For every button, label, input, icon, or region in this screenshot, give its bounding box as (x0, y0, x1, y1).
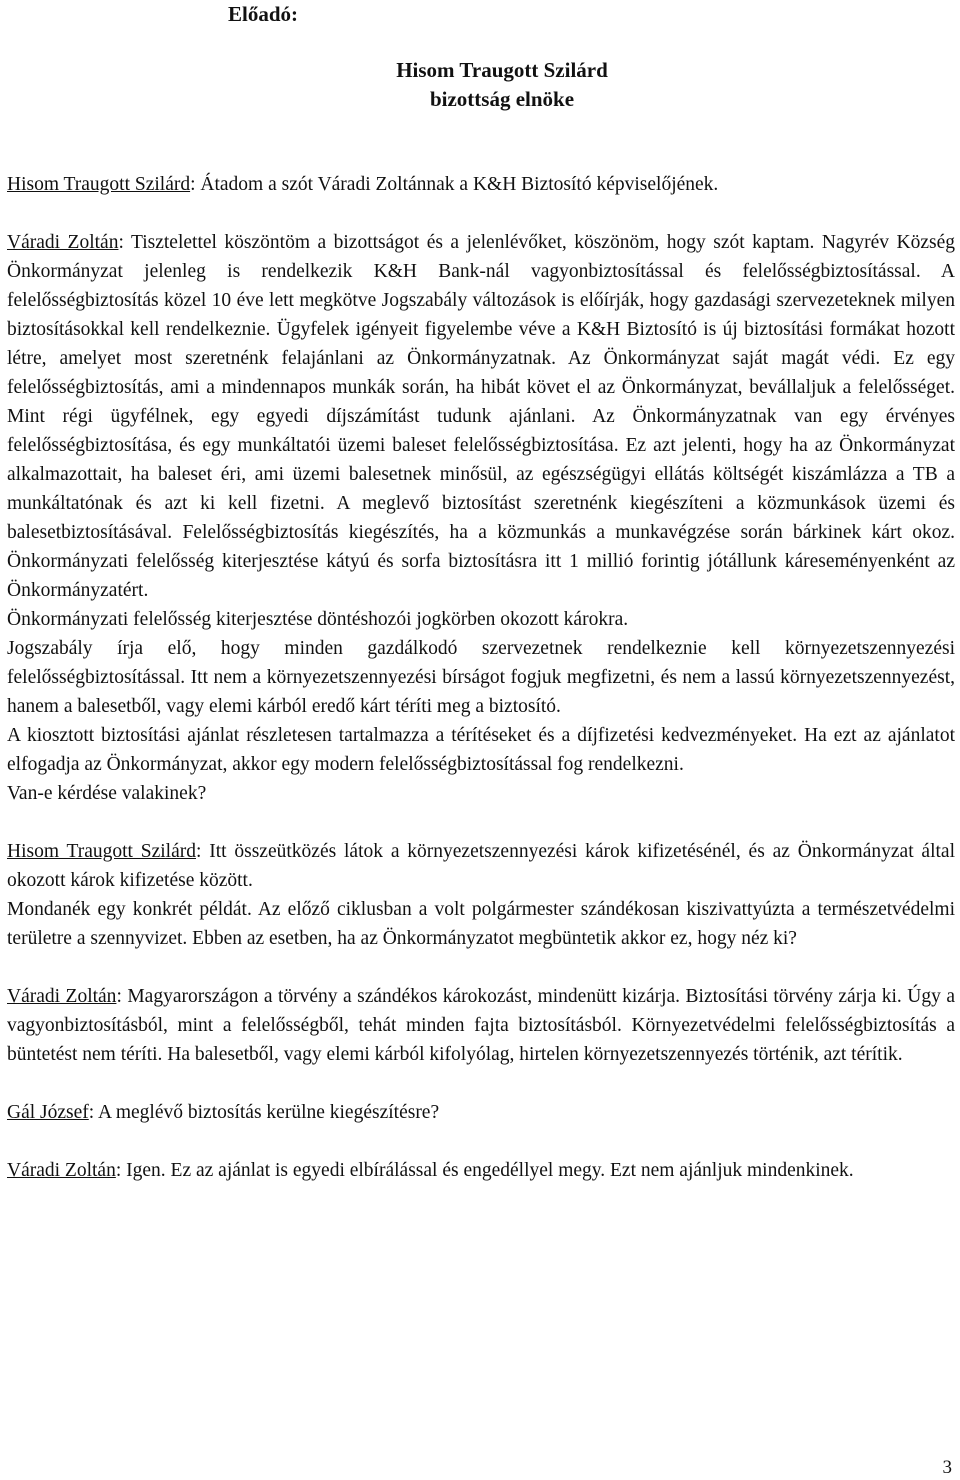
speaker-name: Váradi Zoltán (7, 986, 117, 1007)
paragraph (7, 1156, 955, 1185)
paragraph-text: Van-e kérdése valakinek? (7, 783, 207, 804)
paragraph-text: : A meglévő biztosítás kerülne kiegészítésre? (88, 1102, 440, 1123)
paragraph-text: A kiosztott biztosítási ajánlat részletesen tartalmazza a térítéseket és a díjfizetési kedvezményeket. Ha ezt az ajánlatot elfogadja az Önkormányzat, akkor egy modern felelősségbiztosítással fog rendelkezni. (7, 725, 955, 775)
paragraph (7, 228, 955, 605)
speaker-name: Gál József (7, 1102, 89, 1123)
paragraph (7, 779, 955, 808)
paragraph-text: Jogszabály írja elő, hogy minden gazdálkodó szervezetnek rendelkeznie kell környezetszennyezési felelősségbiztosítással. Itt nem a környezetszennyezési bírságot fogjuk megfizetni, és nem a lassú környezetszennyezést, hanem a balesetből, vagy elemi kárból eredő kárt téríti meg a biztosító. (7, 638, 955, 717)
paragraph-text: : Itt összeütközés látok a környezetszennyezési károk kifizetésénél, és az Önkormányzat által okozott károk kifizetése között. (7, 841, 955, 891)
speaker-name: Váradi Zoltán (7, 1160, 116, 1181)
speaker-name: Hisom Traugott Szilárd (7, 174, 191, 195)
page-number: 3 (942, 1457, 952, 1478)
paragraph (7, 982, 955, 1069)
paragraph (7, 634, 955, 721)
speaker-name: Váradi Zoltán (7, 232, 119, 253)
speaker-name: Hisom Traugott Szilárd (7, 841, 196, 862)
paragraph-text: Mondanék egy konkrét példát. Az előző ciklusban a volt polgármester szándékosan kiszivattyúzta a természetvédelmi területre a szennyvizet. Ebben az esetben, ha az Önkormányzatot megbüntetik akkor ez, hogy néz ki? (7, 899, 955, 949)
paragraph (7, 837, 955, 895)
paragraph (7, 721, 955, 779)
paragraph (7, 1098, 955, 1127)
paragraph-text: : Magyarországon a törvény a szándékos károkozást, mindenütt kizárja. Biztosítási törvény zárja ki. Úgy a vagyonbiztosításból, mint a felelősségből, tehát minden fajta biztosításból. Környezetvédelmi felelősségbiztosítás a büntetést nem téríti. Ha balesetből, vagy elemi kárból kifolyólag, hirtelen környezetszennyezés történik, azt térítik. (7, 986, 955, 1065)
paragraph-text: Önkormányzati felelősség kiterjesztése döntéshozói jogkörben okozott károkra. (7, 609, 629, 630)
presenter-label: Előadó: (228, 2, 299, 26)
minutes-body (7, 170, 955, 1185)
presenter-role: bizottság elnöke (429, 87, 575, 111)
paragraph (7, 170, 955, 199)
paragraph-text: : Tisztelettel köszöntöm a bizottságot és a jelenlévőket, köszönöm, hogy szót kaptam. Nagyrév Község Önkormányzat jelenleg is rendelkezik K&H Bank-nál vagyonbiztosítással és felelősségbiztosítással. A felelősségbiztosítás közel 10 éve lett megkötve Jogszabály változások is előírják, hogy gazdasági szervezeteknek milyen biztosításokkal kell rendelkeznie. Ügyfelek igényeit figyelembe véve a K&H Biztosító is új biztosítási formákat hozott létre, amelyet most szeretnénk felajánlani az Önkormányzatnak. Az Önkormányzat saját magát védi. Ez egy felelősségbiztosítás, ami a mindennapos munkák során, ha hibát követ el az Önkormányzat, bevállaljuk a felelősséget. Mint régi ügyfélnek, egy egyedi díjszámítást tudunk ajánlani. Az Önkormányzatnak van egy érvényes felelősségbiztosítása, és egy munkáltatói üzemi baleset felelősségbiztosítása. Ez azt jelenti, hogy ha az Önkormányzat alkalmazottait, ha baleset éri, ami üzemi balesetnek minősül, az egészségügyi ellátás költségét kiszámlázza a TB a munkáltatónak és azt ki kell fizetni. A meglevő biztosítást szeretnénk kiegészíteni a közmunkások üzemi és balesetbiztosításával. Felelősségbiztosítás kiegészítés, ha a közmunkás a munkavégzése során bárkinek kárt okoz. Önkormányzati felelősség kiterjesztése kátyú és sorfa biztosításra itt 1 millió forintig jótállunk káreseményenként az Önkormányzatért. (7, 232, 955, 601)
paragraph-text: : Átadom a szót Váradi Zoltánnak a K&H Biztosító képviselőjének. (190, 174, 719, 195)
paragraph (7, 605, 955, 634)
presenter-name: Hisom Traugott Szilárd (396, 58, 608, 82)
paragraph-text: : Igen. Ez az ajánlat is egyedi elbírálással és engedéllyel megy. Ezt nem ajánljuk mindenkinek. (115, 1160, 854, 1181)
paragraph (7, 895, 955, 953)
